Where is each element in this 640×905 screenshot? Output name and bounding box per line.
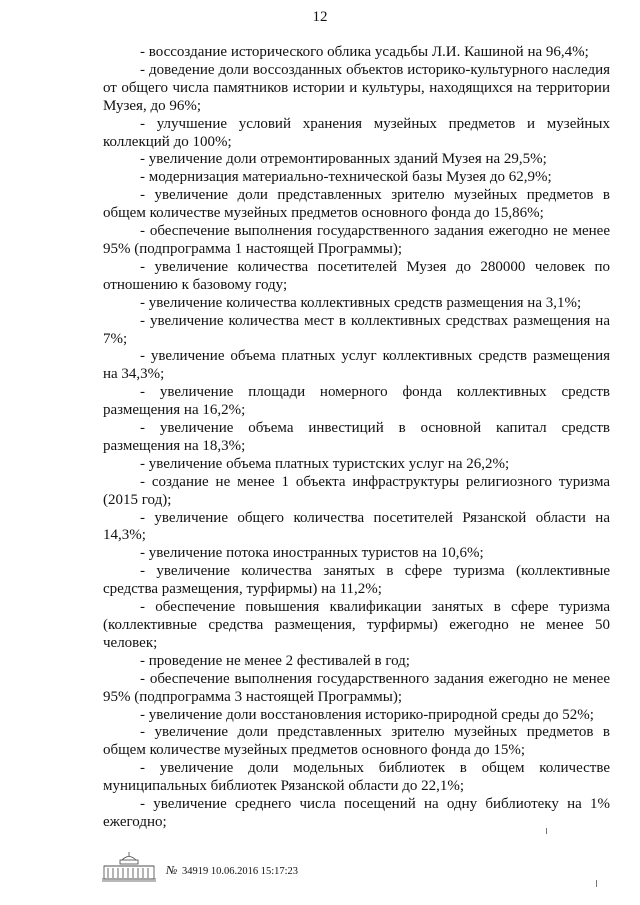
- list-item: - обеспечение повышения квалификации занятых в сфере туризма (коллективные средства размещения, турфирмы) ежегодно не менее 50 человек;: [103, 599, 610, 651]
- list-item: - воссоздание исторического облика усадьбы Л.И. Кашиной на 96,4%;: [140, 44, 589, 60]
- list-item: - увеличение количества мест в коллективных средствах размещения на 7%;: [103, 312, 610, 347]
- list-item: - увеличение доли представленных зрителю музейных предметов в общем количестве музейных предметов основного фонда до 15%;: [103, 724, 610, 759]
- list-item: - увеличение потока иностранных туристов на 10,6%;: [140, 545, 484, 562]
- list-item: - создание не менее 1 объекта инфраструктуры религиозного туризма (2015 год);: [103, 473, 610, 508]
- document-footer: [100, 850, 520, 886]
- document-number: 34919: [181, 866, 209, 877]
- list-item: - увеличение объема платных туристских услуг на 26,2%;: [140, 455, 510, 472]
- list-item: - увеличение доли отремонтированных зданий Музея на 29,5%;: [140, 151, 547, 168]
- list-item: - увеличение доли представленных зрителю музейных предметов в общем количестве музейных предметов основного фонда до 15,86%;: [103, 187, 610, 222]
- list-item: - увеличение общего количества посетителей Рязанской области на 14,3%;: [103, 509, 610, 544]
- list-item: - увеличение количества занятых в сфере туризма (коллективные средства размещения, турфирмы) на 11,2%;: [103, 563, 610, 598]
- list-item: - проведение не менее 2 фестивалей в год;: [140, 652, 410, 669]
- number-mark: №: [166, 863, 178, 877]
- list-item: - увеличение доли модельных библиотек в общем количестве муниципальных библиотек Рязанской области до 22,1%;: [103, 760, 610, 795]
- list-item: - модернизация материально-технической базы Музея до 62,9%;: [140, 169, 552, 186]
- government-building-stamp-icon: [100, 850, 158, 884]
- list-item: - доведение доли воссозданных объектов историко-культурного наследия от общего числа памятников истории и культуры, находящихся на территории Музея, до 96%;: [103, 61, 610, 114]
- list-item: - увеличение среднего числа посещений на одну библиотеку на 1% ежегодно;: [103, 796, 610, 830]
- list-item: - увеличение доли восстановления историко-природной среды до 52%;: [140, 706, 594, 723]
- page-number: 12: [312, 9, 328, 25]
- document-registration-stamp: [166, 863, 298, 878]
- list-item: - обеспечение выполнения государственного задания ежегодно не менее 95% (подпрограмма 3 настоящей Программы);: [103, 670, 610, 705]
- registration-timestamp: 10.06.2016 15:17:23: [210, 866, 299, 877]
- list-item: - увеличение площади номерного фонда коллективных средств размещения на 16,2%;: [103, 384, 610, 419]
- document-body: [103, 44, 610, 832]
- list-item: - увеличение количества посетителей Музея до 280000 человек по отношению к базовому году;: [103, 258, 610, 293]
- list-item: - обеспечение выполнения государственного задания ежегодно не менее 95% (подпрограмма 1 настоящей Программы);: [103, 223, 610, 257]
- list-item: - увеличение объема инвестиций в основной капитал средств размещения на 18,3%;: [103, 420, 610, 454]
- list-item: - улучшение условий хранения музейных предметов и музейных коллекций до 100%;: [103, 115, 610, 150]
- list-item: - увеличение количества коллективных средств размещения на 3,1%;: [140, 294, 582, 311]
- list-item: - увеличение объема платных услуг коллективных средств размещения на 34,3%;: [103, 348, 610, 383]
